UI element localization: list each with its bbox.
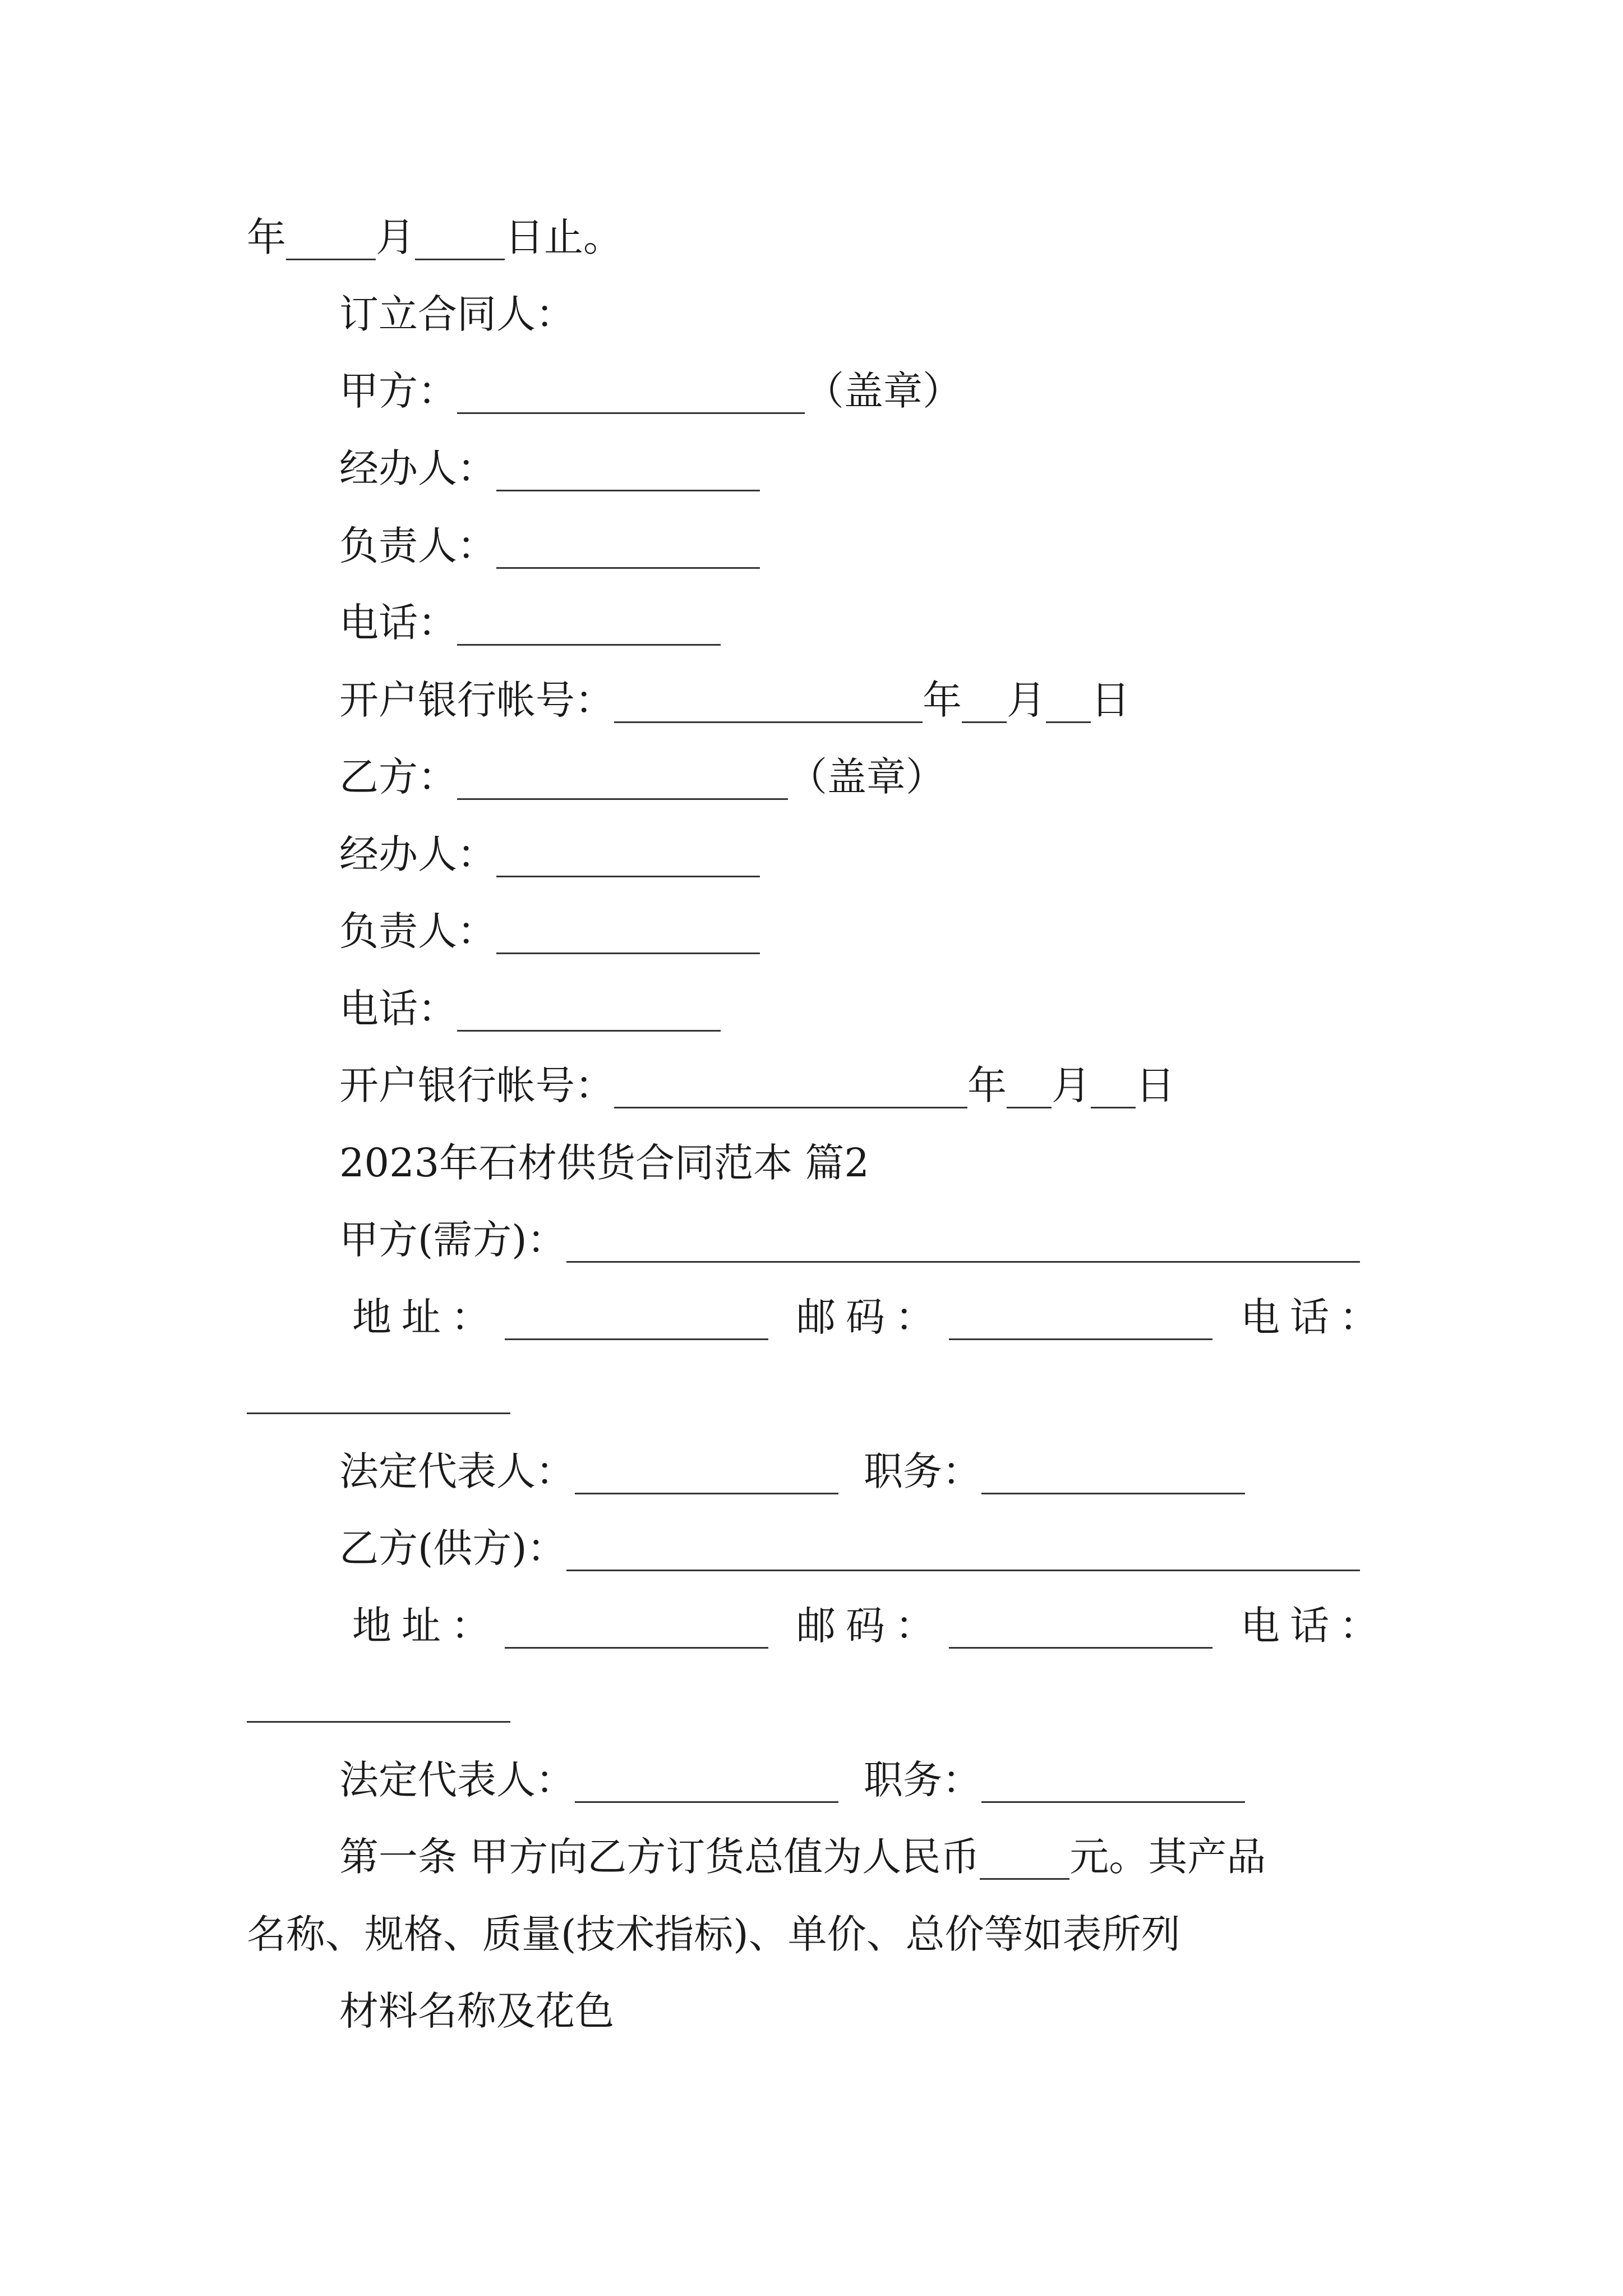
day-end-label: 日止。 — [505, 214, 623, 260]
agent-label: 经办人： — [339, 831, 496, 877]
end-date-line — [247, 212, 623, 263]
month-blank — [962, 684, 1007, 723]
party-a-buyer-line — [339, 1214, 1360, 1265]
responsible-label: 负责人： — [339, 908, 496, 954]
bank-blank — [614, 1070, 967, 1108]
day-blank — [415, 222, 505, 260]
address-label: 地址： — [352, 1294, 500, 1340]
position-blank — [981, 1764, 1245, 1803]
year-label: 年 — [967, 1062, 1007, 1108]
phone-blank-wrapped — [247, 1721, 510, 1723]
party-a-legal-rep-line — [339, 1446, 1245, 1497]
month-blank — [1007, 1070, 1052, 1108]
party-b-responsible-line — [339, 906, 760, 956]
party-a-phone-line — [339, 597, 721, 648]
agent-label: 经办人： — [339, 445, 496, 491]
address-blank — [505, 1610, 768, 1649]
phone-label: 电话： — [339, 600, 457, 646]
bank-label: 开户银行帐号： — [339, 677, 614, 723]
article-one-text: 第一条 甲方向乙方订货总值为人民币 — [339, 1834, 980, 1880]
party-a-responsible-line — [339, 521, 760, 571]
party-b-seal: （盖章） — [788, 754, 945, 800]
material-heading: 材料名称及花色 — [339, 1988, 614, 2034]
position-label: 职务： — [864, 1448, 981, 1494]
party-b-agent-line — [339, 829, 760, 880]
phone-label: 电话： — [1241, 1603, 1389, 1649]
party-a-bank-line — [339, 675, 1130, 725]
address-blank — [505, 1301, 768, 1340]
party-b-label: 乙方： — [339, 754, 457, 800]
bank-blank — [614, 684, 923, 723]
position-blank — [981, 1456, 1245, 1494]
day-blank — [1091, 1070, 1136, 1108]
buyer-label: 甲方(需方)： — [339, 1217, 566, 1263]
postcode-label: 邮码： — [796, 1603, 944, 1649]
article-one-text-end: 元。其产品 — [1069, 1834, 1266, 1880]
party-a-address-line — [352, 1292, 1389, 1342]
legal-rep-blank — [575, 1764, 838, 1803]
month-label: 月 — [1007, 677, 1046, 723]
legal-rep-label: 法定代表人： — [339, 1448, 575, 1494]
party-a-seal: （盖章） — [805, 368, 962, 414]
party-a-blank — [457, 375, 805, 414]
phone-label: 电话： — [339, 986, 457, 1032]
buyer-blank — [566, 1224, 1360, 1263]
month-blank — [286, 222, 376, 260]
responsible-blank — [496, 530, 760, 569]
responsible-label: 负责人： — [339, 523, 496, 569]
party-b-supplier-line — [339, 1523, 1360, 1573]
article-one-continuation: 名称、规格、质量(技术指标)、单价、总价等如表所列 — [247, 1911, 1181, 1957]
party-a-line — [339, 366, 962, 416]
contract-parties-heading: 订立合同人： — [339, 291, 575, 337]
postcode-blank — [949, 1610, 1212, 1649]
phone-blank-wrapped — [247, 1412, 510, 1414]
party-b-bank-line — [339, 1060, 1175, 1111]
article-one-line — [339, 1832, 1266, 1882]
party-a-agent-line — [339, 443, 760, 494]
day-blank — [1046, 684, 1091, 723]
party-a-label: 甲方： — [339, 368, 457, 414]
party-b-address-line — [352, 1600, 1389, 1651]
phone-blank — [457, 607, 721, 646]
responsible-blank — [496, 915, 760, 954]
postcode-label: 邮码： — [796, 1294, 944, 1340]
position-label: 职务： — [864, 1757, 981, 1803]
agent-blank — [496, 453, 760, 491]
amount-blank — [980, 1841, 1069, 1880]
year-label: 年 — [923, 677, 962, 723]
address-label: 地址： — [352, 1603, 500, 1649]
month-label: 月 — [376, 214, 415, 260]
month-label: 月 — [1052, 1062, 1091, 1108]
section-title: 2023年石材供货合同范本 篇2 — [339, 1140, 869, 1186]
phone-label: 电话： — [1241, 1294, 1389, 1340]
agent-blank — [496, 839, 760, 877]
year-label: 年 — [247, 214, 286, 260]
postcode-blank — [949, 1301, 1212, 1340]
phone-blank — [457, 993, 721, 1032]
supplier-label: 乙方(供方)： — [339, 1525, 566, 1571]
supplier-blank — [566, 1533, 1360, 1571]
party-b-legal-rep-line — [339, 1755, 1245, 1805]
party-b-line — [339, 752, 945, 802]
legal-rep-blank — [575, 1456, 838, 1494]
day-label: 日 — [1136, 1062, 1175, 1108]
bank-label: 开户银行帐号： — [339, 1062, 614, 1108]
day-label: 日 — [1091, 677, 1130, 723]
party-b-blank — [457, 761, 788, 800]
legal-rep-label: 法定代表人： — [339, 1757, 575, 1803]
party-b-phone-line — [339, 983, 721, 1034]
